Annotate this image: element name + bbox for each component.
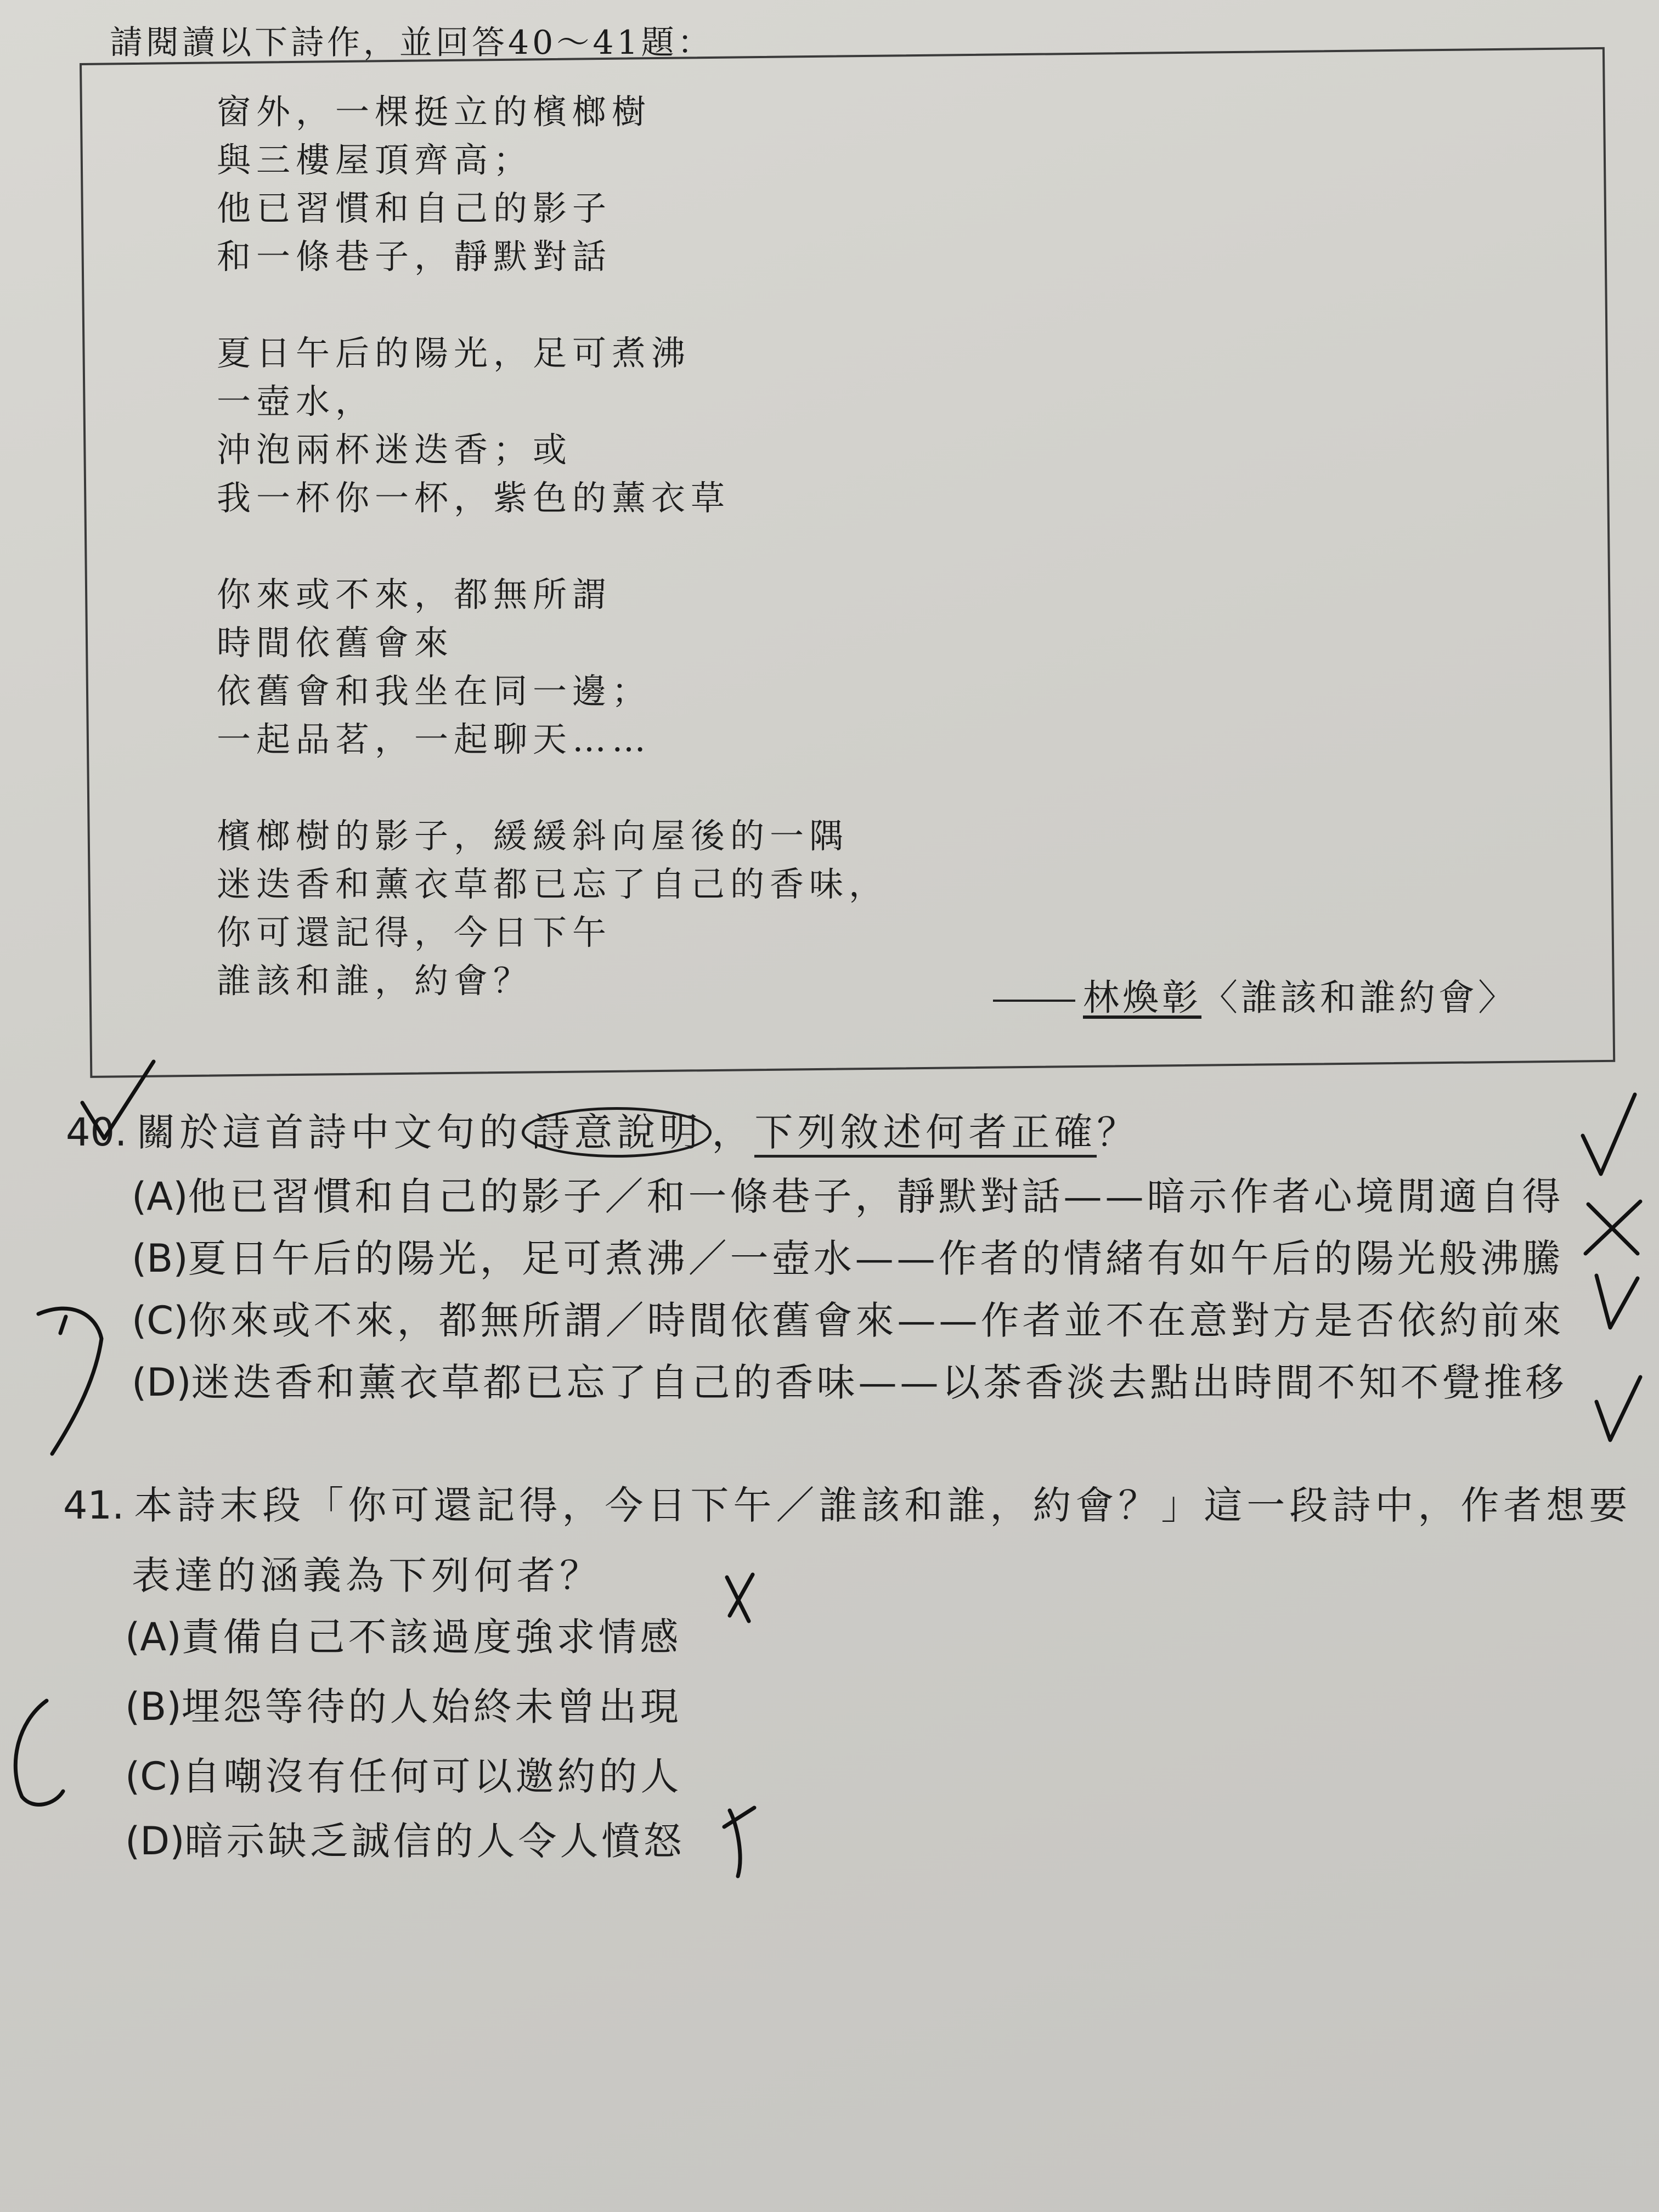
q41-option-d bbox=[125, 1810, 685, 1866]
poem-line: 他已習慣和自己的影子 bbox=[217, 188, 612, 228]
poem-line: 誰該和誰，約會？ bbox=[217, 961, 533, 1001]
instruction-header: 請閱讀以下詩作，並回答40～41題： bbox=[110, 24, 714, 62]
stem-text: ？ bbox=[1097, 1110, 1140, 1155]
poem-line: 和一條巷子，靜默對話 bbox=[217, 236, 612, 276]
option-text: 他已習慣和自己的影子／和一條巷子，靜默對話——暗示作者心境閒適自得 bbox=[188, 1174, 1564, 1219]
option-label: (B) bbox=[125, 1684, 182, 1729]
stem-text: 本詩末段「你可還記得，今日下午／誰該和誰，約會？」這一段詩中，作者想要 bbox=[134, 1483, 1632, 1528]
question-41-stem-cont: 表達的涵義為下列何者？ bbox=[132, 1553, 602, 1598]
poem-stanza-3 bbox=[217, 571, 888, 764]
question-number: 41. bbox=[63, 1483, 125, 1528]
cross-q41-option-a bbox=[727, 1575, 753, 1621]
poem-attribution bbox=[993, 968, 1517, 1020]
option-label: (A) bbox=[132, 1174, 188, 1219]
poem-line: 一起品茗，一起聊天…… bbox=[217, 719, 652, 759]
poem-work-title: 〈誰該和誰約會〉 bbox=[1201, 977, 1517, 1019]
poem-line: 依舊會和我坐在同一邊； bbox=[217, 671, 652, 711]
stem-text: 關於這首詩中文句的 bbox=[137, 1110, 522, 1155]
q40-option-c bbox=[132, 1290, 1565, 1345]
option-text: 夏日午后的陽光，足可煮沸／一壺水——作者的情緒有如午后的陽光般沸騰 bbox=[188, 1236, 1564, 1281]
checkmark-option-a bbox=[1583, 1094, 1635, 1174]
poem-line: 與三樓屋頂齊高； bbox=[217, 140, 533, 180]
q41-option-a bbox=[125, 1606, 682, 1662]
poem-line: 窗外，一棵挺立的檳榔樹 bbox=[217, 92, 652, 132]
option-label: (B) bbox=[132, 1236, 188, 1281]
poem-stanza-1 bbox=[217, 88, 888, 281]
q41-option-c bbox=[125, 1746, 682, 1801]
question-number: 40. bbox=[66, 1110, 127, 1155]
handwritten-answer-d bbox=[38, 1308, 101, 1454]
option-text: 暗示缺乏誠信的人令人憤怒 bbox=[184, 1819, 685, 1864]
poem-line: 夏日午后的陽光，足可煮沸 bbox=[217, 333, 691, 373]
stem-text: ， bbox=[712, 1110, 755, 1155]
poem-stanza-4 bbox=[217, 812, 888, 1005]
option-text: 自嘲沒有任何可以邀約的人 bbox=[182, 1754, 682, 1799]
poem-line: 一壺水， bbox=[217, 381, 375, 421]
checkmark-option-c bbox=[1596, 1276, 1638, 1328]
poem-line: 我一杯你一杯，紫色的薰衣草 bbox=[217, 478, 731, 518]
underlined-phrase: 下列敘述何者正確 bbox=[754, 1110, 1097, 1158]
question-41-stem bbox=[63, 1475, 1632, 1530]
q40-option-a bbox=[132, 1166, 1564, 1221]
poem-line: 時間依舊會來 bbox=[217, 623, 454, 663]
poem-author: 林煥彰 bbox=[1083, 977, 1201, 1019]
poem-line: 檳榔樹的影子，緩緩斜向屋後的一隅 bbox=[217, 816, 849, 856]
poem-body bbox=[217, 88, 888, 1005]
poem-line: 你可還記得，今日下午 bbox=[217, 912, 612, 952]
option-label: (D) bbox=[132, 1360, 191, 1405]
option-text: 你來或不來，都無所謂／時間依舊會來——作者並不在意對方是否依約前來 bbox=[188, 1298, 1565, 1343]
attribution-dash bbox=[993, 1000, 1075, 1002]
question-40-stem bbox=[66, 1102, 1139, 1157]
option-text: 責備自己不該過度強求情感 bbox=[181, 1615, 682, 1660]
poem-line: 沖泡兩杯迷迭香；或 bbox=[217, 430, 573, 470]
poem-line: 迷迭香和薰衣草都已忘了自己的香味， bbox=[217, 864, 889, 904]
circled-phrase: 詩意說明 bbox=[522, 1107, 712, 1158]
option-label: (C) bbox=[125, 1754, 182, 1799]
cross-option-b bbox=[1585, 1201, 1640, 1254]
cross-q41-option-d bbox=[724, 1808, 754, 1876]
poem-stanza-2 bbox=[217, 329, 888, 522]
option-label: (C) bbox=[132, 1298, 189, 1343]
q40-option-b bbox=[132, 1228, 1564, 1283]
option-text: 迷迭香和薰衣草都已忘了自己的香味——以茶香淡去點出時間不知不覺推移 bbox=[191, 1360, 1567, 1405]
handwritten-answer-c bbox=[15, 1701, 63, 1804]
poem-line: 你來或不來，都無所謂 bbox=[217, 574, 612, 614]
q40-option-d bbox=[132, 1352, 1567, 1407]
option-text: 埋怨等待的人始終未曾出現 bbox=[181, 1684, 682, 1729]
option-label: (A) bbox=[125, 1615, 182, 1660]
option-label: (D) bbox=[125, 1819, 185, 1864]
q41-option-b bbox=[125, 1676, 682, 1731]
checkmark-option-d bbox=[1596, 1377, 1640, 1440]
